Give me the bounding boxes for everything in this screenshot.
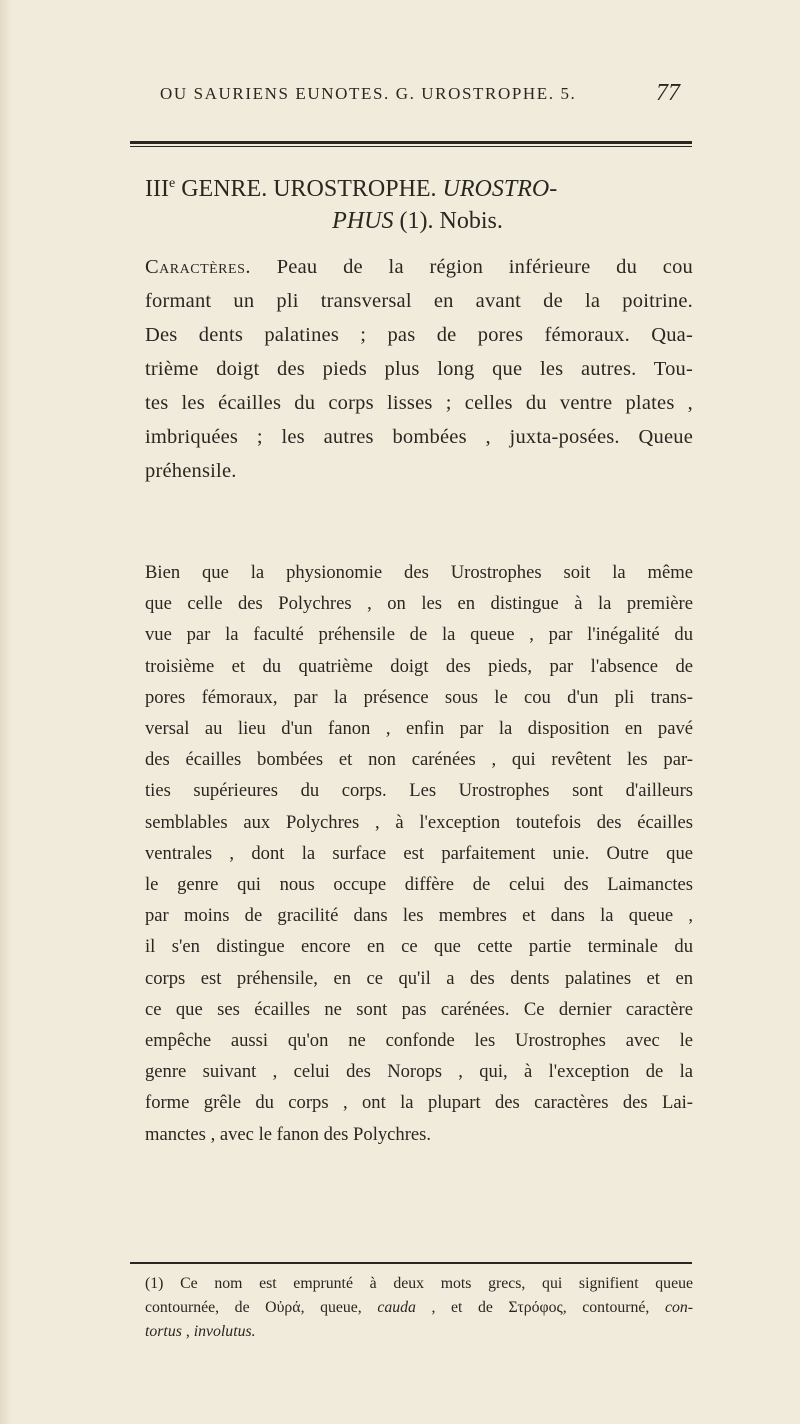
discussion-line: pores fémoraux, par la présence sous le cou d'un pli trans- bbox=[145, 686, 693, 708]
genus-name-roman: GENRE. UROSTROPHE. bbox=[175, 176, 443, 202]
genus-title-line-2 bbox=[145, 205, 690, 237]
latin-word-contortus-part: con- bbox=[664, 1299, 694, 1316]
discussion-line: empêche aussi qu'on ne confonde les Urostrophes avec le bbox=[145, 1030, 693, 1052]
discussion-line: semblables aux Polychres , à l'exception toutefois des écailles bbox=[145, 811, 693, 833]
footnote bbox=[145, 1272, 693, 1344]
discussion-line: corps est préhensile, en ce qu'il a des dents palatines et en bbox=[145, 967, 693, 989]
latin-word-cauda: cauda bbox=[377, 1299, 416, 1316]
discussion-line: des écailles bombées et non carénées , qui revêtent les par- bbox=[145, 749, 693, 771]
footnote-line-3: tortus , involutus. bbox=[145, 1323, 256, 1340]
discussion-line: manctes , avec le fanon des Polychres. bbox=[145, 1123, 432, 1145]
greek-word-strophos: Στρόφος bbox=[508, 1299, 563, 1316]
characters-line: préhensile. bbox=[145, 460, 237, 482]
characters-line: imbriquées ; les autres bombées , juxta-posées. Queue bbox=[145, 426, 693, 448]
characters-paragraph bbox=[145, 250, 693, 488]
discussion-line: troisième et du quatrième doigt des pieds, par l'absence de bbox=[145, 655, 693, 677]
discussion-line: il s'en distingue encore en ce que cette partie terminale du bbox=[145, 936, 693, 958]
discussion-line: genre suivant , celui des Norops , qui, à l'exception de la bbox=[145, 1061, 693, 1083]
header-rule bbox=[130, 141, 692, 144]
page-number: 77 bbox=[656, 80, 680, 106]
characters-lead: Caractères. bbox=[145, 256, 251, 278]
discussion-line: le genre qui nous occupe diffère de celui des Laimanctes bbox=[145, 874, 693, 896]
discussion-line: ventrales , dont la surface est parfaitement unie. Outre que bbox=[145, 842, 693, 864]
characters-line: formant un pli transversal en avant de la poitrine. bbox=[145, 290, 693, 312]
genus-title bbox=[145, 168, 690, 237]
page-edge bbox=[0, 0, 12, 1424]
discussion-line: par moins de gracilité dans les membres et dans la queue , bbox=[145, 905, 693, 927]
characters-line: Des dents palatines ; pas de pores fémoraux. Qua- bbox=[145, 324, 693, 346]
running-head-text: OU SAURIENS EUNOTES. G. UROSTROPHE. 5. bbox=[160, 84, 577, 103]
header-rule-thin bbox=[130, 146, 692, 147]
discussion-line: Bien que la physionomie des Urostrophes soit la même bbox=[145, 562, 693, 583]
discussion-line: ce que ses écailles ne sont pas carénées. Ce dernier caractère bbox=[145, 998, 693, 1020]
greek-word-oura: Οὐρά bbox=[265, 1299, 301, 1316]
running-head bbox=[160, 80, 680, 108]
genus-name-latin-part-1: UROSTRO- bbox=[442, 176, 558, 202]
characters-line: Caractères. Peau de la région inférieure du cou bbox=[145, 256, 693, 278]
footnote-rule bbox=[130, 1262, 692, 1264]
footnote-line-1: (1) Ce nom est emprunté à deux mots grecs, qui signifient queue bbox=[145, 1275, 693, 1292]
footnote-line-2: contournée, de Οὐρά, queue, cauda , et de Στρόφος, contourné, con- bbox=[145, 1299, 694, 1316]
genus-ordinal-sup: e bbox=[168, 176, 176, 191]
genus-ordinal: III bbox=[145, 176, 169, 202]
discussion-paragraph bbox=[145, 557, 693, 1150]
characters-line: trième doigt des pieds plus long que les autres. Tou- bbox=[145, 358, 693, 380]
discussion-line: forme grêle du corps , ont la plupart des caractères des Lai- bbox=[145, 1092, 693, 1114]
discussion-line: vue par la faculté préhensile de la queue , par l'inégalité du bbox=[145, 624, 693, 646]
characters-line: tes les écailles du corps lisses ; celles du ventre plates , bbox=[145, 392, 693, 414]
genus-authority: (1). Nobis. bbox=[393, 208, 503, 234]
genus-title-line-1 bbox=[145, 168, 690, 205]
discussion-line: que celle des Polychres , on les en distingue à la première bbox=[145, 593, 693, 615]
discussion-line: ties supérieures du corps. Les Urostrophes sont d'ailleurs bbox=[145, 780, 693, 802]
discussion-line: versal au lieu d'un fanon , enfin par la disposition en pavé bbox=[145, 718, 693, 740]
genus-name-latin-part-2: PHUS bbox=[332, 208, 394, 234]
